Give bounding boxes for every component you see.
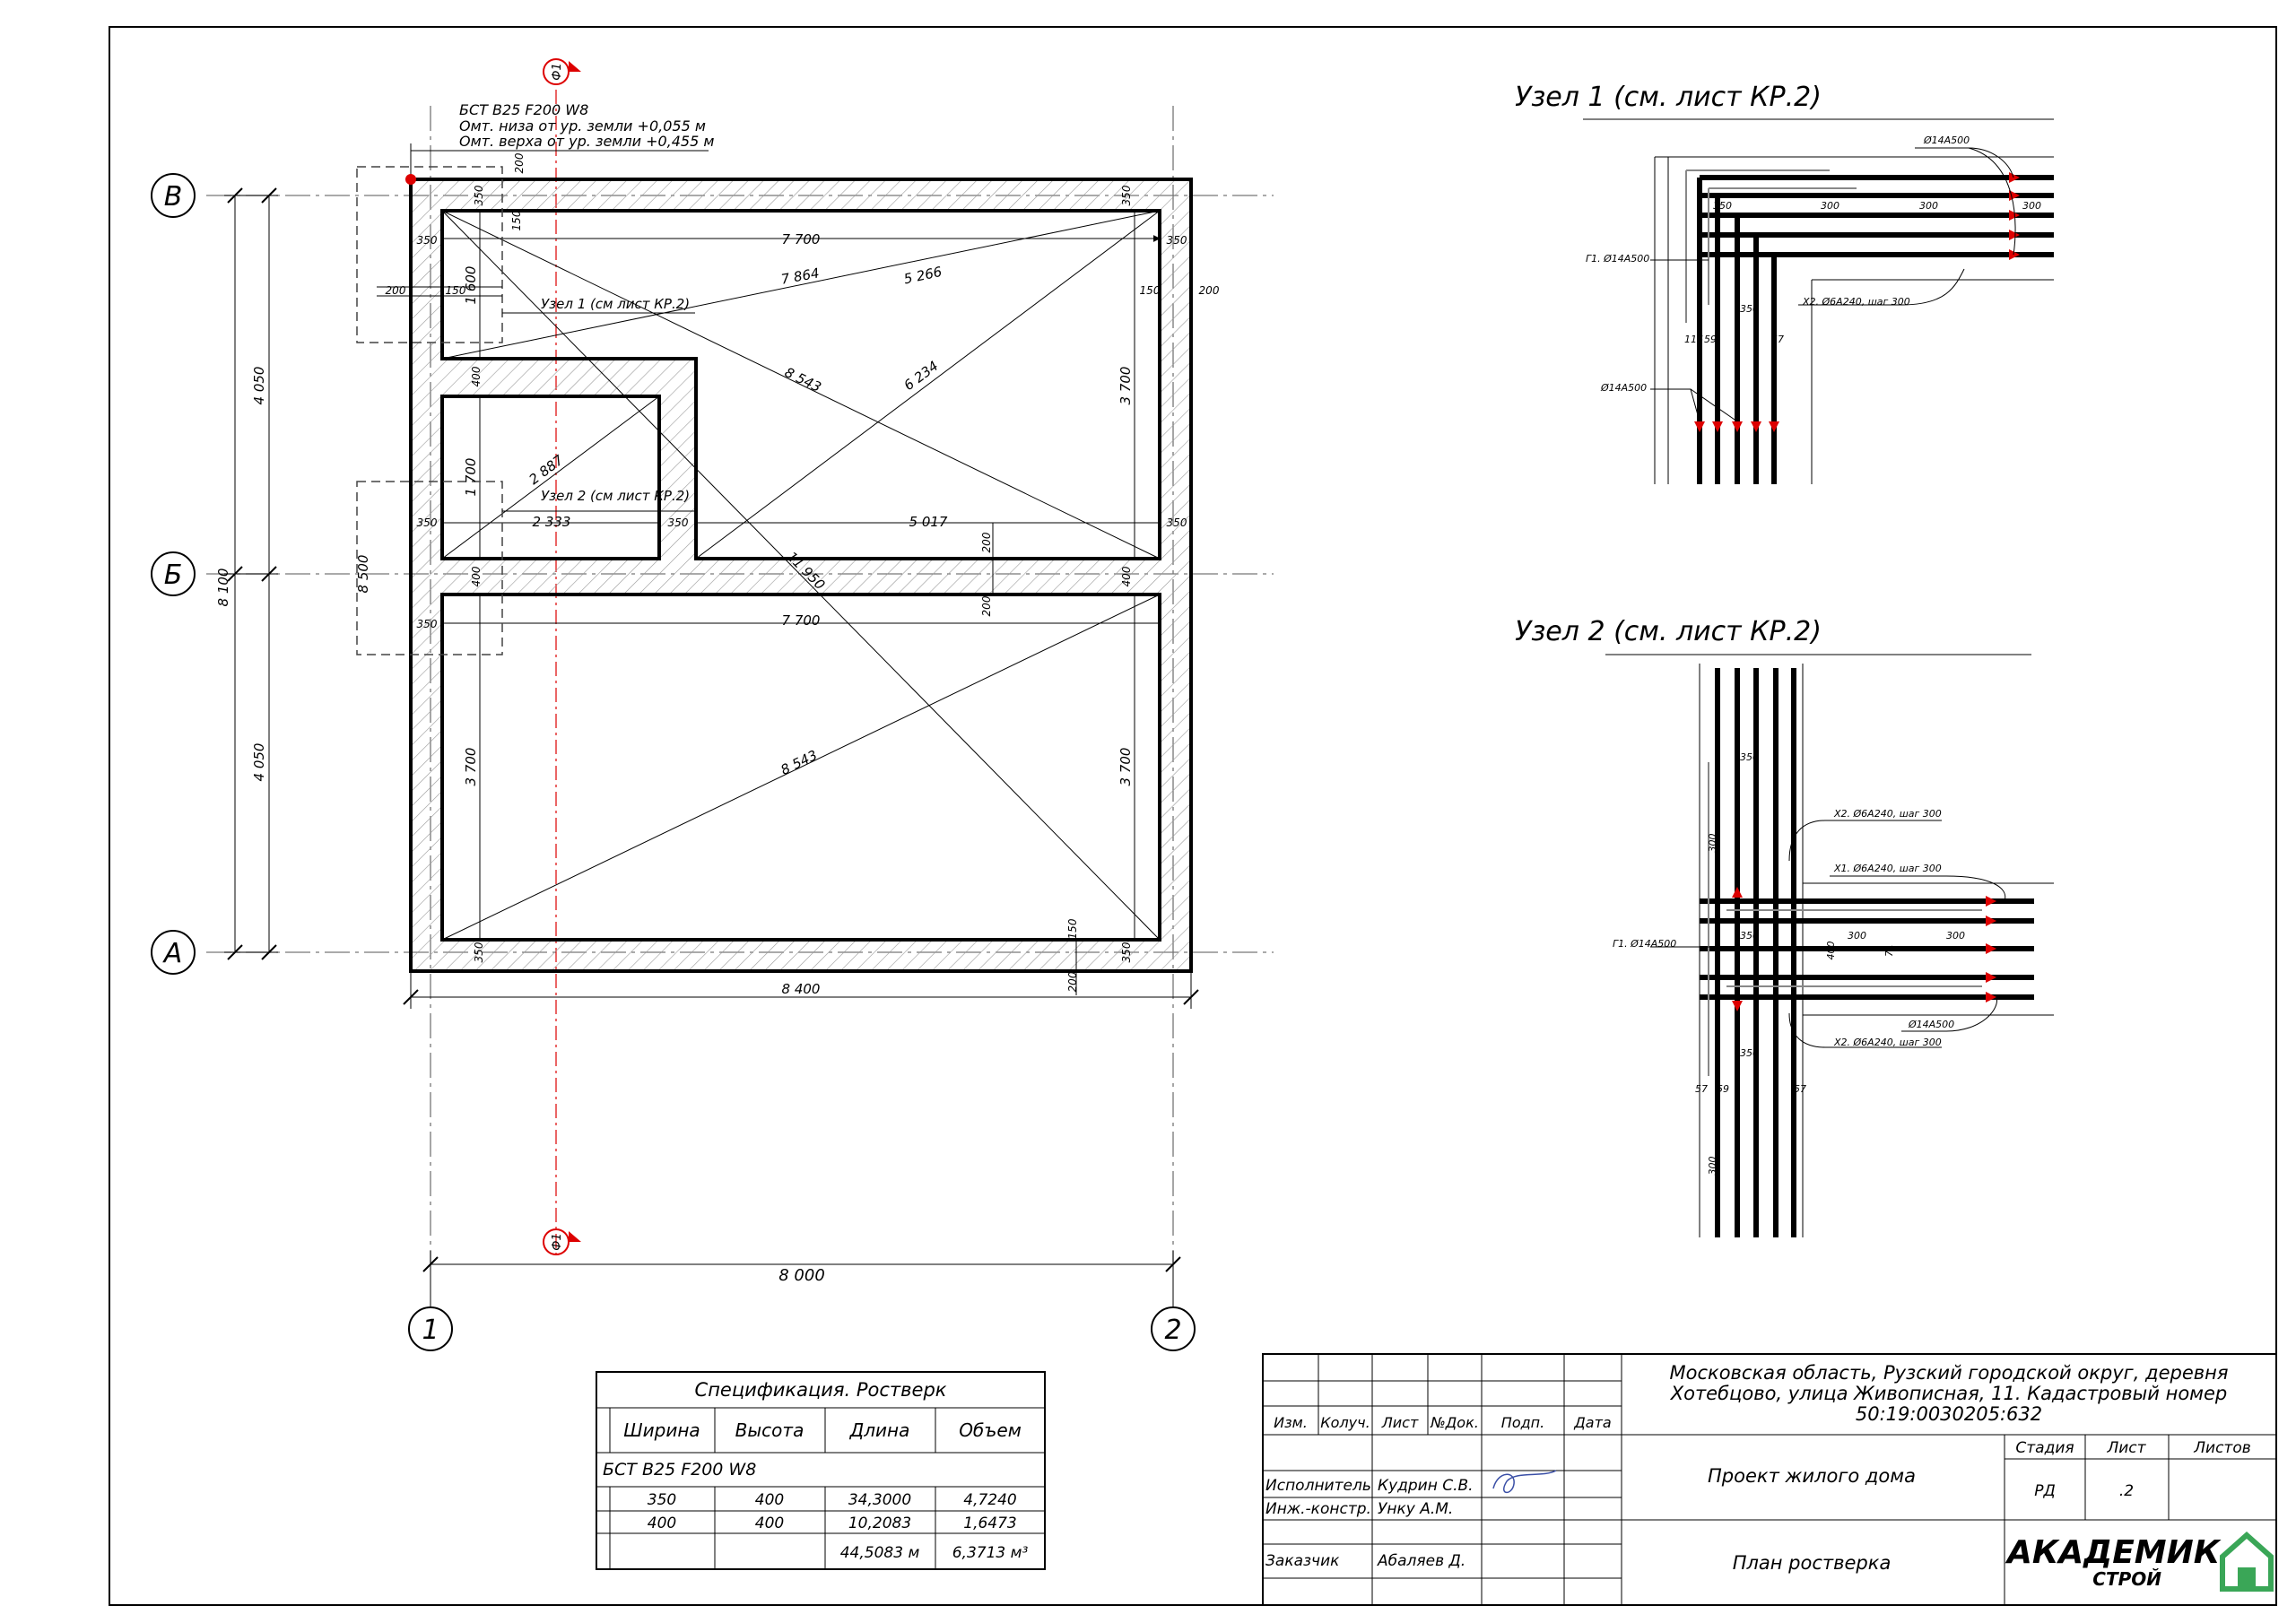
node-callout-1: Узел 1 (см лист КР.2) — [541, 296, 691, 312]
n1-d350-b: 350 — [1740, 303, 1759, 315]
dim-350-d: 350 — [1166, 234, 1187, 247]
dim-7864: 7 864 — [779, 265, 821, 288]
stamp-role-2: Инж.-констр. — [1265, 1500, 1371, 1518]
foundation-plan — [152, 59, 1274, 1350]
dim-200-b: 200 — [385, 284, 406, 297]
dim-8543-top: 8 543 — [781, 364, 824, 396]
dim-11950: 11 950 — [783, 548, 829, 594]
company-logo — [2005, 1534, 2271, 1590]
dim-150-d: 150 — [1066, 918, 1079, 940]
spec-total-length: 44,5083 м — [839, 1544, 920, 1562]
dim-350-c: 350 — [1120, 185, 1133, 206]
stamp-name-3: Абаляев Д. — [1378, 1552, 1466, 1570]
spec-header-volume: Объем — [959, 1419, 1022, 1441]
dim-4050-lower: 4 050 — [251, 742, 267, 782]
stamp-name-2: Ункy А.М. — [1378, 1500, 1454, 1518]
n2-d400: 400 — [1825, 941, 1837, 960]
dim-350-b: 350 — [416, 234, 438, 247]
n2-stirrup-bot: Х2. Ø6А240, шаг 300 — [1834, 1037, 1942, 1048]
stamp-col-data: Дата — [1574, 1414, 1612, 1431]
dim-3700-right-top: 3 700 — [1118, 366, 1134, 405]
n2-d350-a: 350 — [1740, 751, 1759, 763]
dim-200-c: 200 — [1198, 284, 1220, 297]
axis-2: 2 — [1164, 1315, 1182, 1346]
n2-stirrup-mid: Х1. Ø6А240, шаг 300 — [1834, 863, 1942, 874]
axis-b: Б — [163, 560, 183, 591]
title-block — [1263, 1354, 2276, 1605]
n1-d300-b: 300 — [1919, 200, 1938, 212]
dim-200-a: 200 — [513, 152, 526, 174]
n2-d300-c: 300 — [1707, 833, 1718, 853]
dim-8500: 8 500 — [355, 554, 371, 594]
stamp-col-izm: Изм. — [1274, 1414, 1308, 1431]
dim-8100: 8 100 — [215, 568, 231, 607]
axis-v: В — [163, 181, 183, 213]
concrete-note-2: Омт. низа от ур. земли +0,055 м — [459, 117, 706, 135]
n1-rebar-top: Ø14А500 — [1924, 135, 1970, 146]
spec-header-height: Высота — [735, 1419, 804, 1441]
dim-8400: 8 400 — [781, 981, 821, 997]
dim-3700-right-bottom: 3 700 — [1118, 747, 1134, 786]
stamp-address-1: Московская область, Рузский городской округ, деревня — [1669, 1362, 2229, 1384]
n1-d300-a: 300 — [1821, 200, 1839, 212]
dim-350-g: 350 — [1166, 516, 1187, 529]
n2-d300-b: 300 — [1946, 930, 1965, 942]
spec-r2-length: 10,2083 — [848, 1515, 912, 1532]
node1-title: Узел 1 (см. лист КР.2) — [1515, 82, 1822, 113]
spec-title: Спецификация. Ростверк — [694, 1379, 947, 1401]
n2-d57-b: 57 — [1794, 1083, 1806, 1095]
spec-r1-width: 350 — [647, 1491, 677, 1509]
dim-5017: 5 017 — [909, 514, 948, 530]
dim-200-d: 200 — [980, 532, 993, 553]
section-mark-top — [544, 59, 581, 84]
spec-group: БСТ В25 F200 W8 — [603, 1460, 757, 1480]
stamp-name-1: Кудрин С.В. — [1378, 1477, 1474, 1495]
stamp-address-2: Хотебцово, улица Живописная, 11. Кадастровый номер — [1670, 1383, 2228, 1404]
spec-r2-width: 400 — [647, 1515, 677, 1532]
spec-r1-volume: 4,7240 — [963, 1491, 1017, 1509]
dim-2887: 2 887 — [526, 451, 567, 489]
stamp-project: Проект жилого дома — [1708, 1465, 1916, 1487]
n2-d350-c: 350 — [1740, 1047, 1759, 1059]
n1-stirrup: Х2. Ø6А240, шаг 300 — [1803, 296, 1910, 308]
n2-d300-a: 300 — [1848, 930, 1866, 942]
n2-d57-a: 57 — [1695, 1083, 1708, 1095]
stamp-col-koluch: Колуч. — [1320, 1414, 1370, 1431]
concrete-note-3: Омт. верха от ур. земли +0,455 м — [459, 133, 715, 150]
section-mark-label-top: Ф1 — [551, 63, 564, 81]
dim-8543-bottom: 8 543 — [778, 747, 821, 779]
logo-sub: СТРОЙ — [2092, 1568, 2161, 1590]
stamp-sheet-no: .2 — [2118, 1482, 2135, 1500]
stamp-role-1: Исполнитель — [1265, 1477, 1371, 1495]
n1-d59: 59 — [1704, 334, 1717, 345]
spec-total-volume: 6,3713 м³ — [952, 1544, 1029, 1562]
n2-d300-d: 300 — [1707, 1156, 1718, 1176]
stamp-h-stage: Стадия — [2015, 1439, 2074, 1457]
dim-1700: 1 700 — [463, 457, 479, 497]
stamp-role-3: Заказчик — [1265, 1552, 1340, 1570]
concrete-note-1: БСТ В25 F200 W8 — [459, 101, 589, 118]
n1-d350-a: 350 — [1713, 200, 1732, 212]
dim-200-f: 200 — [1066, 971, 1079, 993]
section-mark-label-bottom: Ф1 — [551, 1233, 564, 1251]
n2-d59: 59 — [1717, 1083, 1729, 1095]
dim-8000: 8 000 — [778, 1266, 825, 1285]
n1-d300-c: 300 — [2022, 200, 2041, 212]
dim-150-b: 150 — [445, 284, 466, 297]
dim-3700-left: 3 700 — [463, 747, 479, 786]
logo-main: АКАДЕМИК — [2007, 1534, 2221, 1571]
dim-1600: 1 600 — [463, 265, 479, 305]
stamp-col-list: Лист — [1381, 1414, 1419, 1431]
spec-r1-length: 34,3000 — [848, 1491, 912, 1509]
stamp-stage: РД — [2034, 1482, 2056, 1500]
dim-400-b: 400 — [470, 566, 483, 587]
dim-5266: 5 266 — [902, 263, 944, 288]
section-mark-bottom — [544, 1229, 581, 1254]
stamp-h-sheet: Лист — [2107, 1439, 2146, 1457]
spec-r2-height: 400 — [754, 1515, 785, 1532]
n2-d350-b: 350 — [1740, 930, 1759, 942]
dim-4050-upper: 4 050 — [251, 366, 267, 405]
axis-1: 1 — [422, 1315, 439, 1346]
n1-d57: 57 — [1771, 334, 1784, 345]
dim-400-a: 400 — [470, 366, 483, 387]
dim-6234: 6 234 — [900, 357, 942, 395]
n1-rebar-left: Г1. Ø14А500 — [1586, 253, 1650, 265]
dim-200-e: 200 — [980, 595, 993, 617]
node-callout-2: Узел 2 (см лист КР.2) — [541, 488, 691, 504]
dim-350-a: 350 — [473, 185, 485, 206]
node2-title: Узел 2 (см. лист КР.2) — [1515, 616, 1822, 647]
stamp-h-sheets: Листов — [2194, 1439, 2251, 1457]
dim-7700-mid: 7 700 — [781, 612, 821, 629]
spec-header-width: Ширина — [623, 1419, 700, 1441]
stamp-col-podp: Подп. — [1500, 1414, 1545, 1431]
dim-150-c: 150 — [1139, 284, 1161, 297]
stamp-sheet-title: План ростверка — [1732, 1552, 1892, 1574]
stamp-col-ndok: №Док. — [1431, 1414, 1479, 1431]
spec-r1-height: 400 — [754, 1491, 785, 1509]
dim-350-f: 350 — [667, 516, 689, 529]
n2-rebar-bot: Ø14А500 — [1909, 1019, 1955, 1030]
dim-350-j: 350 — [1120, 942, 1133, 963]
spec-table — [596, 1372, 1045, 1569]
detail-node-2 — [1515, 616, 2054, 1237]
n1-rebar-left-bot: Ø14А500 — [1601, 382, 1648, 394]
detail-node-1 — [1515, 82, 2054, 484]
spec-r2-volume: 1,6473 — [963, 1515, 1017, 1532]
signature — [1493, 1471, 1556, 1492]
dim-400-c: 400 — [1120, 566, 1133, 587]
axis-a: А — [163, 938, 183, 969]
n2-d71: 71 — [1883, 944, 1895, 957]
dim-2333: 2 333 — [532, 514, 571, 530]
n2-stirrup-top: Х2. Ø6А240, шаг 300 — [1834, 808, 1942, 820]
dim-350-h: 350 — [416, 618, 438, 630]
dim-150-a: 150 — [510, 210, 523, 231]
n2-rebar-left: Г1. Ø14А500 — [1613, 938, 1677, 950]
spec-header-length: Длина — [849, 1419, 910, 1441]
dim-350-e: 350 — [416, 516, 438, 529]
n1-d116: 116 — [1684, 334, 1703, 345]
dim-7700-top: 7 700 — [781, 231, 821, 247]
stamp-address-3: 50:19:0030205:632 — [1855, 1403, 2043, 1425]
dim-350-i: 350 — [473, 942, 485, 963]
